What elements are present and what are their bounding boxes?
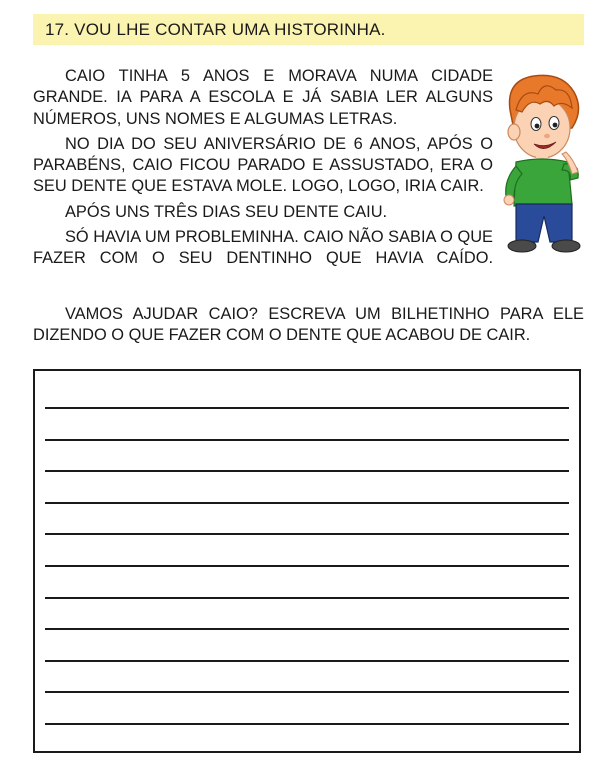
- writing-line: [45, 628, 569, 630]
- writing-line: [45, 470, 569, 472]
- story-paragraph-4: SÓ HAVIA UM PROBLEMINHA. CAIO NÃO SABIA O QUE FAZER COM O SEU DENTINHO QUE HAVIA CAÍDO.: [33, 228, 493, 268]
- story-paragraph-1: CAIO TINHA 5 ANOS E MORAVA NUMA CIDADE GRANDE. IA PARA A ESCOLA E JÁ SABIA LER ALGUNS NÚMEROS, UNS NOMES E ALGUMAS LETRAS.: [33, 67, 493, 128]
- cartoon-boy-illustration: [492, 70, 588, 256]
- exercise-title-bar: [33, 14, 584, 45]
- writing-line: [45, 691, 569, 693]
- writing-line: [45, 723, 569, 725]
- story-text: [33, 66, 493, 274]
- writing-line: [45, 660, 569, 662]
- writing-line: [45, 565, 569, 567]
- exercise-title: 17. VOU LHE CONTAR UMA HISTORINHA.: [45, 20, 386, 39]
- writing-line: [45, 502, 569, 504]
- writing-line: [45, 407, 569, 409]
- writing-line: [45, 533, 569, 535]
- instruction-text: [33, 304, 584, 347]
- story-paragraph-3: APÓS UNS TRÊS DIAS SEU DENTE CAIU.: [65, 202, 388, 221]
- story-paragraph-2: NO DIA DO SEU ANIVERSÁRIO DE 6 ANOS, APÓS O PARABÉNS, CAIO FICOU PARADO E ASSUSTADO, ERA O SEU DENTE QUE ESTAVA MOLE. LOGO, LOGO, IRIA CAIR.: [33, 134, 493, 196]
- writing-line: [45, 439, 569, 441]
- writing-line: [45, 597, 569, 599]
- answer-writing-box[interactable]: [33, 369, 581, 753]
- instruction-paragraph: VAMOS AJUDAR CAIO? ESCREVA UM BILHETINHO PARA ELE DIZENDO O QUE FAZER COM O DENTE QUE ACABOU DE CAIR.: [33, 305, 584, 345]
